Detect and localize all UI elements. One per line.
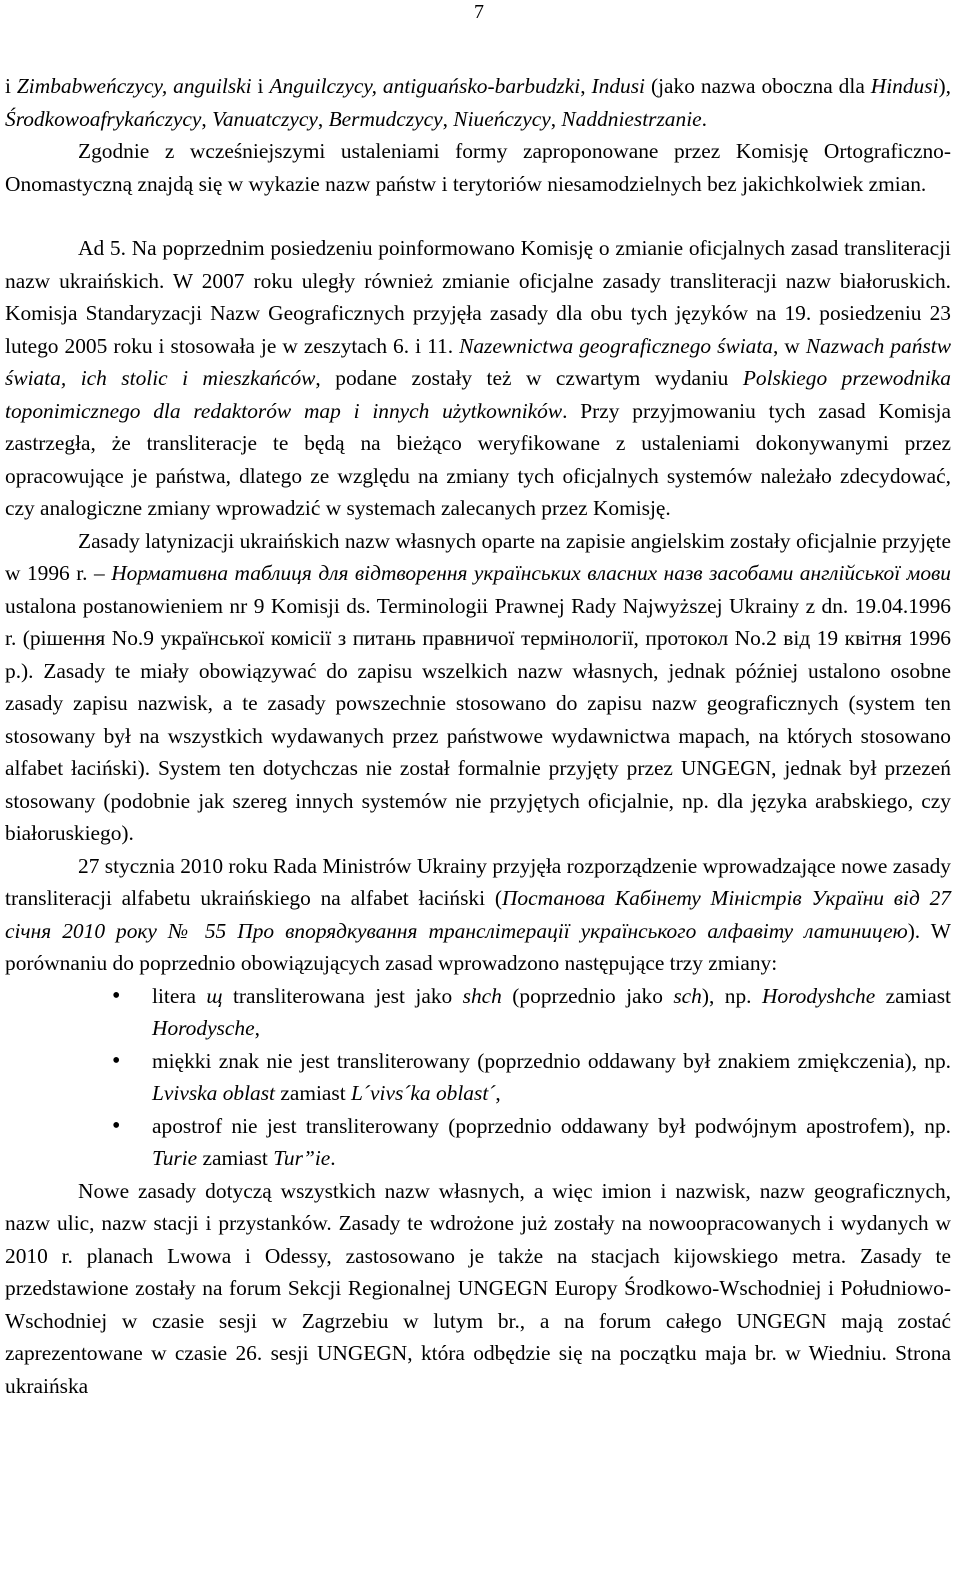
paragraph-nationalities: i Zimbabweńczycy, anguilski i Anguilczycy, antiguańsko-barbudzki, Indusi (jako nazwa oboczna dla Hindusi), Środkowoafrykańczycy, Vanuatczycy, Bermudczycy, Niueńczycy, Naddniestrzanie. [5, 74, 951, 131]
italic-text: L´vivs´ka oblast´ [351, 1081, 496, 1105]
italic-text: Nazewnictwa geograficznego świata [459, 333, 774, 358]
italic-text: Polskiego przewodnika toponimicznego dla redaktorów map i innych użytkowników [5, 366, 951, 423]
italic-text: Zimbabweńczycy, anguilski [16, 74, 252, 98]
italic-text: sch [673, 983, 702, 1008]
italic-text: щ [206, 983, 223, 1008]
changes-list [5, 980, 951, 1175]
italic-text: Tur”ie [273, 1146, 331, 1170]
list-item: • litera щ transliterowana jest jako shch (poprzednio jako sch), np. Horodyshche zamiast Horodysche, [5, 980, 951, 1045]
italic-text: Indusi [591, 74, 645, 98]
paragraph-new-rules: Nowe zasady dotyczą wszystkich nazw własnych, a więc imion i nazwisk, nazw geograficznych, nazw ulic, nazw stacji i przystanków. Zasady te wdrożone już zostały na nowoopracowanych i wydanych w 2010 r. planach Lwowa i Odessy, zastosowano je także na stacjach kijowskiego metra. Zasady te przedstawione zostały na forum Sekcji Regionalnej UNGEGN Europy Środkowo-Wschodniej i Południowo-Wschodniej w czasie sesji w Zagrzebiu w lutym br., a na forum całego UNGEGN mają zostać zaprezentowane w czasie 26. sesji UNGEGN, która odbędzie się na początku maja br. w Wiedniu. Strona ukraińska [5, 1178, 951, 1398]
italic-text: shch [462, 983, 502, 1008]
italic-text: Vanuatczycy [212, 106, 318, 131]
italic-text: Anguilczycy, antiguańsko-barbudzki [269, 74, 581, 98]
italic-text: Bermudczycy [328, 106, 443, 131]
paragraph-resolution-2010: 27 stycznia 2010 roku Rada Ministrów Ukrainy przyjęła rozporządzenie wprowadzające nowe zasady transliteracji alfabetu ukraińskiego na alfabet łaciński (Постанова Кабінету Міністрів України від 27 січня 2010 року № 55 Про впорядкування транслітерації українського алфавіту латиницею). W porównaniu do poprzednio obowiązujących zasad wprowadzono następujące trzy zmiany: [5, 853, 951, 975]
italic-text: Horodyshche [761, 983, 876, 1008]
list-item: • apostrof nie jest transliterowany (poprzednio oddawany był podwójnym apostrofem), np. Turie zamiast Tur”ie. [5, 1110, 951, 1175]
page-number: 7 [474, 1, 484, 23]
document-body [5, 70, 951, 1402]
italic-text: Нормативна таблиця для відтворення українських власних назв засобами англійської мови [111, 561, 951, 585]
italic-text: Lvivska oblast [152, 1081, 275, 1105]
paragraph-gap [5, 200, 951, 232]
italic-text: Niueńczycy [453, 106, 551, 131]
italic-text: Постанова Кабінету Міністрів України від 27 січня 2010 року № 55 Про впорядкування транслітерації українського алфавіту латиницею [5, 886, 951, 943]
italic-text: Środkowoafrykańczycy [5, 106, 202, 131]
italic-text: Naddniestrzanie [561, 106, 702, 131]
paragraph-ad5: Ad 5. Na poprzednim posiedzeniu poinformowano Komisję o zmianie oficjalnych zasad transliteracji nazw ukraińskich. W 2007 roku uległy również zmianie oficjalne zasady transliteracji nazw białoruskich. Komisja Standaryzacji Nazw Geograficznych przyjęła zasady dla obu tych języków na 19. posiedzeniu 23 lutego 2005 roku i stosowała je w zeszytach 6. i 11. Nazewnictwa geograficznego świata, w Nazwach państw świata, ich stolic i mieszkańców, podane zostały też w czwartym wydaniu Polskiego przewodnika toponimicznego dla redaktorów map i innych użytkowników. Przy przyjmowaniu tych zasad Komisja zastrzegła, że transliteracje te będą na bieżąco weryfikowane z ustaleniami dokonywanymi przez opracowujące je państwa, dlatego ze względu na zmiany tych oficjalnych systemów należało zdecydować, czy analogiczne zmiany wprowadzić w systemach zalecanych przez Komisję. [5, 236, 951, 520]
list-item: • miękki znak nie jest transliterowany (poprzednio oddawany był znakiem zmiękczenia), np. Lvivska oblast zamiast L´vivs´ka oblast´, [5, 1045, 951, 1110]
italic-text: Horodysche [152, 1016, 255, 1040]
paragraph-latinization-1996: Zasady latynizacji ukraińskich nazw własnych oparte na zapisie angielskim zostały oficjalnie przyjęte w 1996 r. – Нормативна таблиця для відтворення українських власних назв засобами англійської мови ustalona postanowieniem nr 9 Komisji ds. Terminologii Prawnej Rady Najwyższej Ukrainy z dn. 19.04.1996 r. (рішення No.9 української комісії з питань правничої термінології, протокол No.2 від 19 квітня 1996 р.). Zasady te miały obowiązywać do zapisu wszelkich nazw własnych, jednak później ustalono osobne zasady zapisu nazwisk, a te zasady powszechnie stosowano do zapisu nazw geograficznych (system ten stosowany był na wszystkich wydawanych przez państwowe wydawnictwa mapach, na których stosowano alfabet łaciński). System ten dotychczas nie został formalnie przyjęty przez UNGEGN, jednak był przezeń stosowany (podobnie jak szereg innych systemów nie przyjętych oficjalnie, np. dla języka arabskiego, czy białoruskiego). [5, 528, 951, 845]
italic-text: Turie [152, 1146, 198, 1170]
italic-text: Hindusi [870, 74, 939, 98]
italic-text: Nazwach państw świata, ich stolic i mieszkańców [5, 333, 951, 390]
paragraph-commission-forms: Zgodnie z wcześniejszymi ustaleniami formy zaproponowane przez Komisję Ortograficzno-Onomastyczną znajdą się w wykazie nazw państw i terytoriów niesamodzielnych bez jakichkolwiek zmian. [5, 139, 951, 196]
